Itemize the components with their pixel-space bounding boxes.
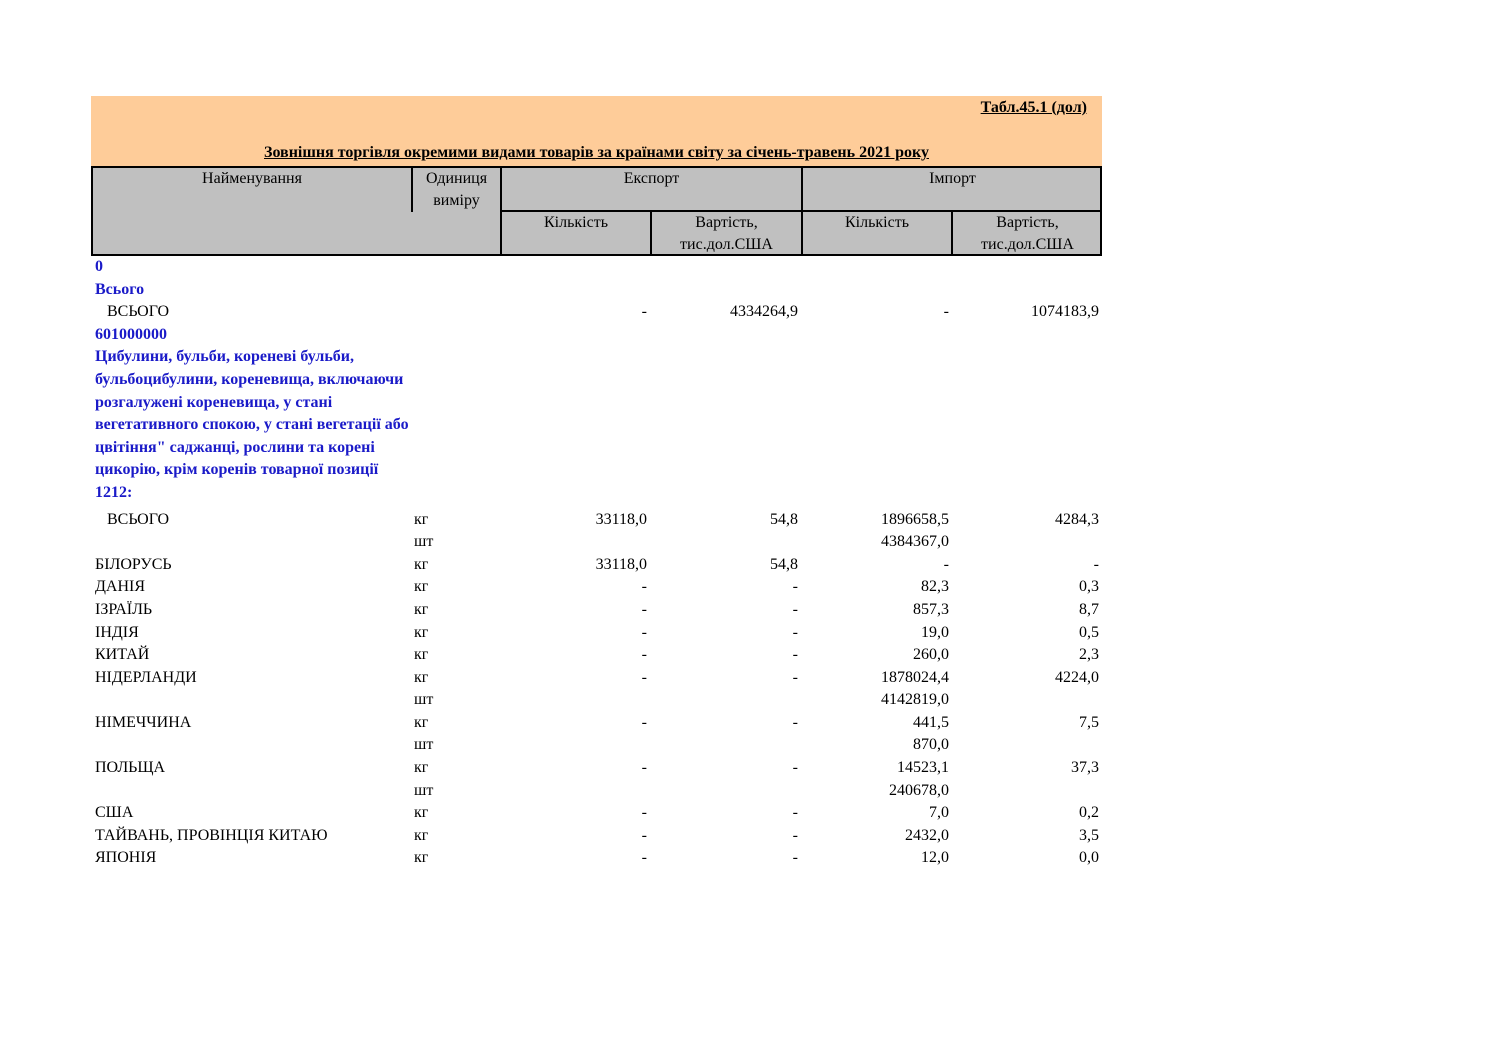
row-import-qty: - <box>943 303 949 321</box>
row-name: ВСЬОГО <box>107 510 170 528</box>
header-export-value <box>652 212 801 256</box>
row-name: США <box>95 804 134 822</box>
header-export: Експорт <box>623 170 680 187</box>
row-export-value: - <box>792 623 798 641</box>
table-body <box>91 256 1102 870</box>
row-import-value: 0,2 <box>1079 804 1099 822</box>
row-export-value: 4334264,9 <box>730 303 798 321</box>
row-import-value: 7,5 <box>1079 713 1099 731</box>
row-import-value: - <box>1093 555 1099 573</box>
header-value-line2: тис.дол.США <box>680 236 773 253</box>
row-import-qty: - <box>943 555 949 573</box>
row-export-value: 54,8 <box>770 555 798 573</box>
header-unit <box>413 168 500 212</box>
row-unit: кг <box>414 668 429 686</box>
row-export-value: 54,8 <box>770 510 798 528</box>
header-import-qty: Кількість <box>844 214 909 231</box>
row-export-qty: - <box>641 826 647 844</box>
row-unit: кг <box>414 849 429 867</box>
table-row <box>91 554 1102 577</box>
row-export-qty: 33118,0 <box>595 555 647 573</box>
row-export-qty: - <box>641 713 647 731</box>
row-import-value: 8,7 <box>1079 600 1099 618</box>
row-export-qty: - <box>641 804 647 822</box>
section-code: 0 <box>95 258 103 275</box>
row-import-value: 0,3 <box>1079 578 1099 596</box>
row-export-value: - <box>792 759 798 777</box>
table-row <box>91 689 1102 712</box>
table-row <box>91 734 1102 757</box>
row-export-value: - <box>792 849 798 867</box>
header-export-qty: Кількість <box>543 214 608 231</box>
row-name: НІДЕРЛАНДИ <box>95 668 197 686</box>
section-label: Всього <box>95 280 145 298</box>
row-export-qty: - <box>641 646 647 664</box>
table-row <box>91 757 1102 780</box>
section-code: 601000000 <box>95 325 167 343</box>
row-import-value: 4224,0 <box>1055 668 1099 686</box>
row-export-value: - <box>792 646 798 664</box>
table-row <box>91 509 1102 532</box>
row-name: ВСЬОГО <box>107 303 170 321</box>
row-unit: кг <box>414 713 429 731</box>
row-unit: кг <box>414 623 429 641</box>
row-import-qty: 240678,0 <box>889 781 949 799</box>
row-export-qty: - <box>641 623 647 641</box>
row-unit: кг <box>414 600 429 618</box>
row-import-qty: 7,0 <box>929 804 949 822</box>
row-import-qty: 1878024,4 <box>881 668 949 686</box>
table-row <box>91 599 1102 622</box>
row-export-qty: - <box>641 759 647 777</box>
row-import-qty: 857,3 <box>913 600 949 618</box>
row-import-qty: 19,0 <box>921 623 949 641</box>
row-import-value: 3,5 <box>1079 826 1099 844</box>
table-title: Зовнішня торгівля окремими видами товарів за країнами світу за січень-травень 2021 року <box>264 144 929 161</box>
row-name: ІНДІЯ <box>95 623 139 641</box>
row-export-value: - <box>792 600 798 618</box>
data-rows <box>91 509 1102 871</box>
row-export-qty: - <box>641 849 647 867</box>
row-import-qty: 1896658,5 <box>881 510 949 528</box>
row-unit: кг <box>414 804 429 822</box>
row-import-qty: 441,5 <box>913 713 949 731</box>
table-reference: Табл.45.1 (дол) <box>980 99 1087 116</box>
row-unit: кг <box>414 826 429 844</box>
row-export-value: - <box>792 668 798 686</box>
row-name: ЯПОНІЯ <box>95 849 157 867</box>
table-row <box>91 780 1102 803</box>
header-value-line1: Вартість, <box>996 214 1059 231</box>
row-import-value: 1074183,9 <box>1031 303 1099 321</box>
row-unit: шт <box>414 781 434 799</box>
table-row <box>91 644 1102 667</box>
row-unit: шт <box>414 533 434 551</box>
table-row <box>91 712 1102 735</box>
header-name: Найменування <box>202 170 302 187</box>
table-header <box>91 166 1102 256</box>
row-import-qty: 2432,0 <box>905 826 949 844</box>
row-name: ІЗРАЇЛЬ <box>95 600 153 618</box>
row-export-value: - <box>792 578 798 596</box>
table-row <box>91 531 1102 554</box>
row-export-value: - <box>792 804 798 822</box>
table-banner <box>91 96 1102 166</box>
table-row <box>91 802 1102 825</box>
row-unit: кг <box>414 555 429 573</box>
statistical-table-sheet <box>91 96 1102 870</box>
row-name: ПОЛЬЩА <box>95 759 166 777</box>
row-export-value: - <box>792 713 798 731</box>
row-unit: кг <box>414 646 429 664</box>
header-import: Імпорт <box>929 170 976 187</box>
table-row <box>91 847 1102 870</box>
row-unit: шт <box>414 691 434 709</box>
row-import-value: 4284,3 <box>1055 510 1099 528</box>
row-import-qty: 14523,1 <box>897 759 949 777</box>
table-row <box>91 825 1102 848</box>
table-row <box>91 576 1102 599</box>
row-unit: кг <box>414 510 429 528</box>
row-export-value: - <box>792 826 798 844</box>
row-name: НІМЕЧЧИНА <box>95 713 192 731</box>
row-export-qty: - <box>641 600 647 618</box>
row-import-value: 37,3 <box>1071 759 1099 777</box>
header-unit-line1: Одиниця <box>425 170 488 187</box>
row-import-qty: 870,0 <box>913 736 949 754</box>
row-import-qty: 82,3 <box>921 578 949 596</box>
header-value-line2: тис.дол.США <box>981 236 1074 253</box>
row-unit: кг <box>414 759 429 777</box>
row-unit: кг <box>414 578 429 596</box>
row-export-qty: - <box>641 303 647 321</box>
row-name: ТАЙВАНЬ, ПРОВІНЦІЯ КИТАЮ <box>95 826 328 844</box>
row-import-value: 0,5 <box>1079 623 1099 641</box>
row-import-qty: 4384367,0 <box>881 533 949 551</box>
header-import-value <box>953 212 1102 256</box>
row-import-qty: 260,0 <box>913 646 949 664</box>
row-export-qty: - <box>641 668 647 686</box>
header-unit-line2: виміру <box>433 192 480 209</box>
row-unit: шт <box>414 736 434 754</box>
row-name: ДАНІЯ <box>95 578 146 596</box>
row-export-qty: 33118,0 <box>595 510 647 528</box>
table-row <box>91 622 1102 645</box>
table-row <box>91 301 1102 324</box>
table-row <box>91 667 1102 690</box>
header-value-line1: Вартість, <box>695 214 758 231</box>
row-import-value: 0,0 <box>1079 849 1099 867</box>
row-export-qty: - <box>641 578 647 596</box>
section-description: Цибулини, бульби, кореневі бульби, бульбоцибулини, кореневища, включаючи розгалужені кореневища, у стані вегетативного спокою, у стані вегетації або цвітіння" саджанці, рослини та корені цикорію, крім коренів товарної позиції 1212: <box>95 348 409 501</box>
row-name: БІЛОРУСЬ <box>95 555 172 573</box>
row-import-value: 2,3 <box>1079 646 1099 664</box>
row-import-qty: 12,0 <box>921 849 949 867</box>
row-name: КИТАЙ <box>95 646 150 664</box>
row-import-qty: 4142819,0 <box>881 691 949 709</box>
